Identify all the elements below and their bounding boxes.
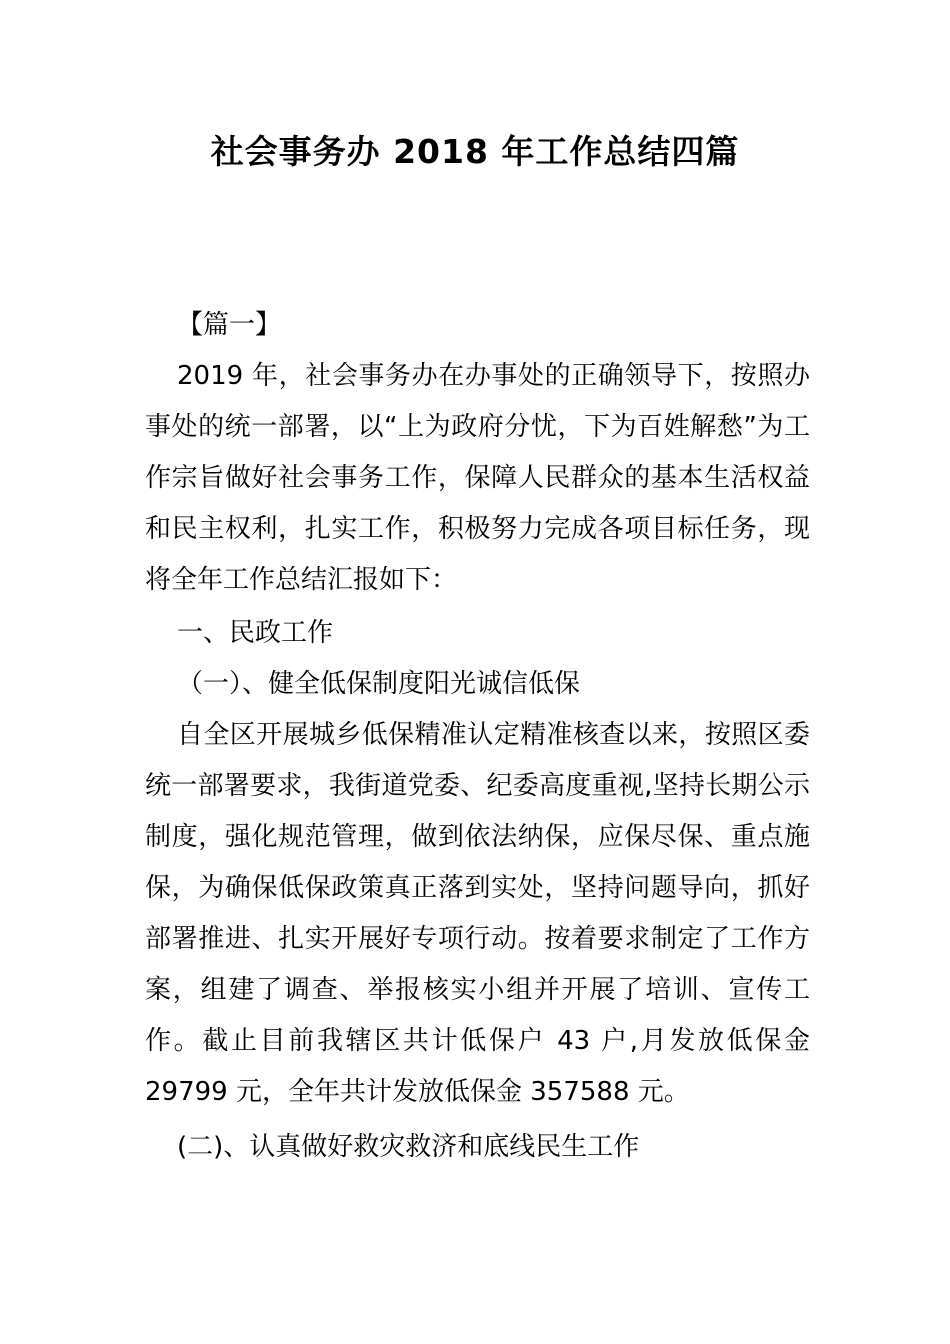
subheading-low-income-system: （一）、健全低保制度阳光诚信低保 xyxy=(177,669,581,699)
subheading-disaster-relief: (二)、认真做好救灾救济和底线民生工作 xyxy=(177,1132,640,1162)
document-title: 社会事务办 2018 年工作总结四篇 xyxy=(210,132,740,171)
paragraph-low-income-details: 自全区开展城乡低保精准认定精准核查以来，按照区委统一部署要求，我街道党委、纪委高度重视,坚持长期公示制度，强化规范管理，做到依法纳保，应保尽保、重点施保，为确保低保政策真正落到实处，坚持问题导向，抓好部署推进、扎实开展好专项行动。按着要求制定了工作方案，组建了调查、举报核实小组并开展了培训、宣传工作。截止目前我辖区共计低保户 43 户,月发放低保金 29799 元，全年共计发放低保金 357588 元。 xyxy=(145,720,810,1107)
paragraph-intro: 2019 年，社会事务办在办事处的正确领导下，按照办事处的统一部署，以“上为政府分忧，下为百姓解愁”为工作宗旨做好社会事务工作，保障人民群众的基本生活权益和民主权利，扎实工作，积极努力完成各项目标任务，现将全年工作总结汇报如下： xyxy=(145,361,810,595)
heading-civil-affairs: 一、民政工作 xyxy=(177,618,334,648)
section-label: 【篇一】 xyxy=(177,310,282,340)
document-body xyxy=(145,300,810,1173)
